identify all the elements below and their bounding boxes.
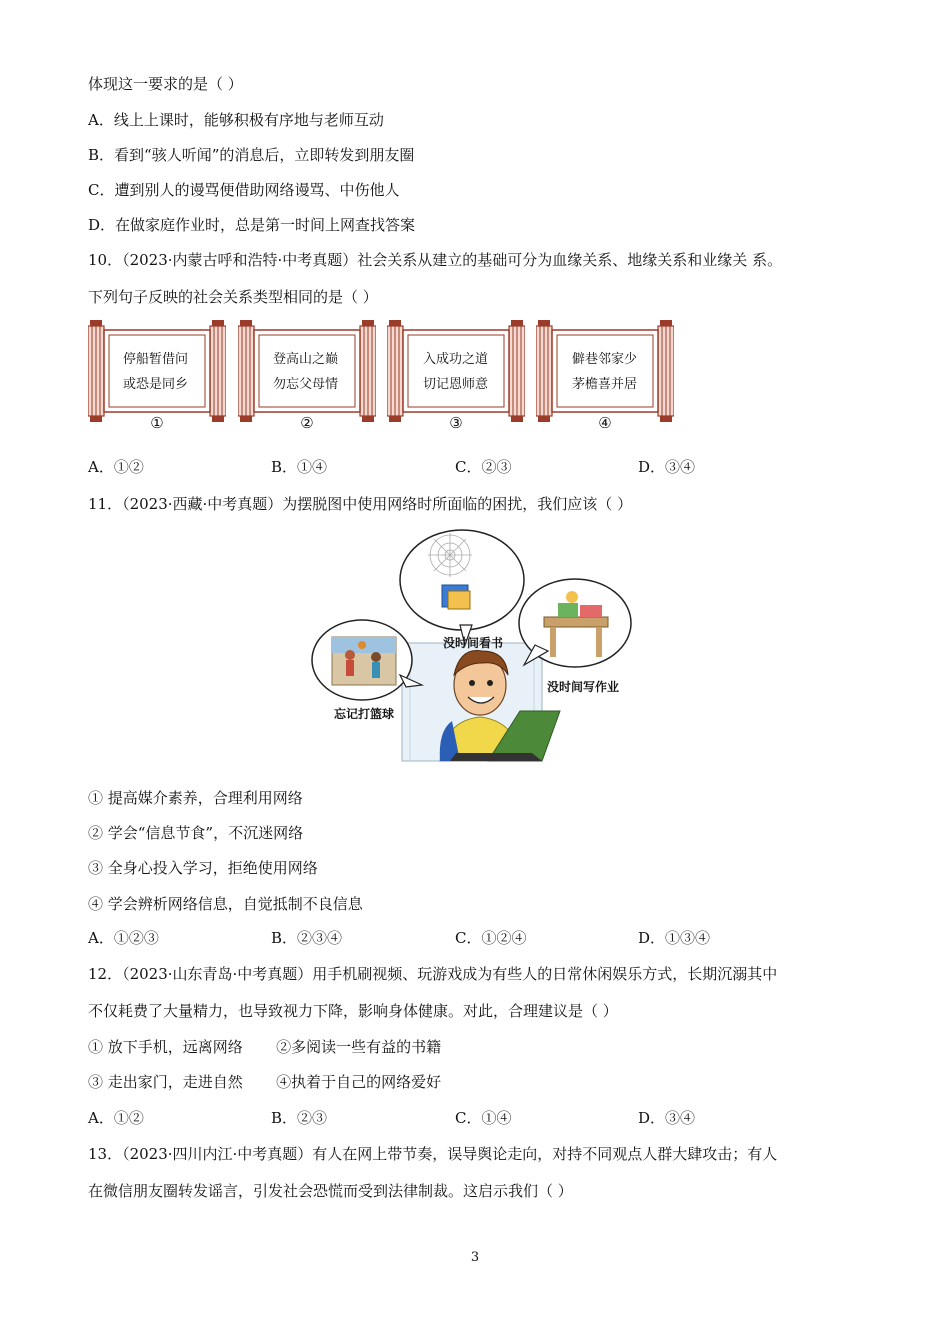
q11-figure bbox=[310, 525, 640, 765]
q12-statements-row1: ① 放下手机，远离网络 ②多阅读一些有益的书籍 bbox=[88, 1038, 442, 1056]
scroll-frame-icon bbox=[536, 320, 674, 425]
q11-option-b: B．②③④ bbox=[271, 929, 343, 947]
q12-stem-line1: 12．（2023·山东青岛·中考真题）用手机刷视频、玩游戏成为有些人的日常休闲娱乐方式，长期沉溺其中 bbox=[88, 965, 778, 983]
q12-option-d: D．③④ bbox=[638, 1109, 696, 1127]
scroll-frame-icon bbox=[387, 320, 525, 425]
q10-stem-line1: 10．（2023·内蒙古呼和浩特·中考真题）社会关系从建立的基础可分为血缘关系、地缘关系和业缘关 系。 bbox=[88, 251, 783, 269]
q12-option-c: C．①④ bbox=[455, 1109, 512, 1127]
q10-option-a: A．①② bbox=[88, 458, 144, 476]
q11-statement-4: ④ 学会辨析网络信息，自觉抵制不良信息 bbox=[88, 895, 363, 913]
scroll-3-line1: 入成功之道 bbox=[423, 352, 489, 367]
q11-option-d: D．①③④ bbox=[638, 929, 711, 947]
scroll-4-line1: 僻巷邻家少 bbox=[572, 352, 638, 367]
q11-stem: 11．（2023·西藏·中考真题）为摆脱图中使用网络时所面临的困扰，我们应该（ ） bbox=[88, 495, 633, 513]
scroll-4-number: ④ bbox=[598, 414, 612, 432]
q11-statement-3: ③ 全身心投入学习，拒绝使用网络 bbox=[88, 859, 318, 877]
scroll-2-line1: 登高山之巅 bbox=[273, 352, 339, 367]
q12-option-b: B．②③ bbox=[271, 1109, 328, 1127]
scroll-1-number: ① bbox=[150, 414, 164, 432]
scroll-3-number: ③ bbox=[449, 414, 463, 432]
page-number: 3 bbox=[470, 1250, 480, 1265]
q11-statement-2: ② 学会“信息节食”，不沉迷网络 bbox=[88, 824, 304, 842]
label-no-time-homework: 没时间写作业 bbox=[547, 680, 620, 694]
label-forgot-basketball: 忘记打篮球 bbox=[334, 707, 395, 721]
scroll-4-line2: 茅檐喜并居 bbox=[572, 377, 638, 392]
scroll-1-line1: 停船暂借问 bbox=[123, 352, 189, 367]
q9-option-d: D．在做家庭作业时，总是第一时间上网查找答案 bbox=[88, 216, 416, 234]
q10-option-d: D．③④ bbox=[638, 458, 696, 476]
q9-option-b: B．看到“骇人听闻”的消息后，立即转发到朋友圈 bbox=[88, 146, 415, 164]
q12-stem-line2: 不仅耗费了大量精力，也导致视力下降，影响身体健康。对此，合理建议是（ ） bbox=[88, 1002, 618, 1020]
q12-statements-row2: ③ 走出家门，走进自然 ④执着于自己的网络爱好 bbox=[88, 1073, 442, 1091]
q10-stem-line2: 下列句子反映的社会关系类型相同的是（ ） bbox=[88, 288, 378, 306]
q13-stem-line2: 在微信朋友圈转发谣言，引发社会恐慌而受到法律制裁。这启示我们（ ） bbox=[88, 1182, 573, 1200]
q11-option-a: A．①②③ bbox=[88, 929, 159, 947]
scroll-frame-icon bbox=[238, 320, 376, 425]
scroll-2-line2: 勿忘父母情 bbox=[273, 377, 339, 392]
label-no-time-reading: 没时间看书 bbox=[443, 636, 504, 650]
scroll-2-number: ② bbox=[300, 414, 314, 432]
q11-option-c: C．①②④ bbox=[455, 929, 527, 947]
q13-stem-line1: 13．（2023·四川内江·中考真题）有人在网上带节奏，误导舆论走向，对持不同观点人群大肆攻击；有人 bbox=[88, 1145, 778, 1163]
q10-option-c: C．②③ bbox=[455, 458, 512, 476]
q9-option-a: A．线上上课时，能够积极有序地与老师互动 bbox=[88, 111, 384, 129]
scroll-1-line2: 或恐是同乡 bbox=[123, 377, 189, 392]
q12-option-a: A．①② bbox=[88, 1109, 144, 1127]
q9-option-c: C．遭到别人的谩骂便借助网络谩骂、中伤他人 bbox=[88, 181, 400, 199]
q9-stem-tail: 体现这一要求的是（ ） bbox=[88, 75, 243, 93]
q10-option-b: B．①④ bbox=[271, 458, 328, 476]
q11-statement-1: ① 提高媒介素养，合理利用网络 bbox=[88, 789, 303, 807]
scroll-frame-icon bbox=[88, 320, 226, 425]
scroll-3-line2: 切记恩师意 bbox=[423, 377, 489, 392]
